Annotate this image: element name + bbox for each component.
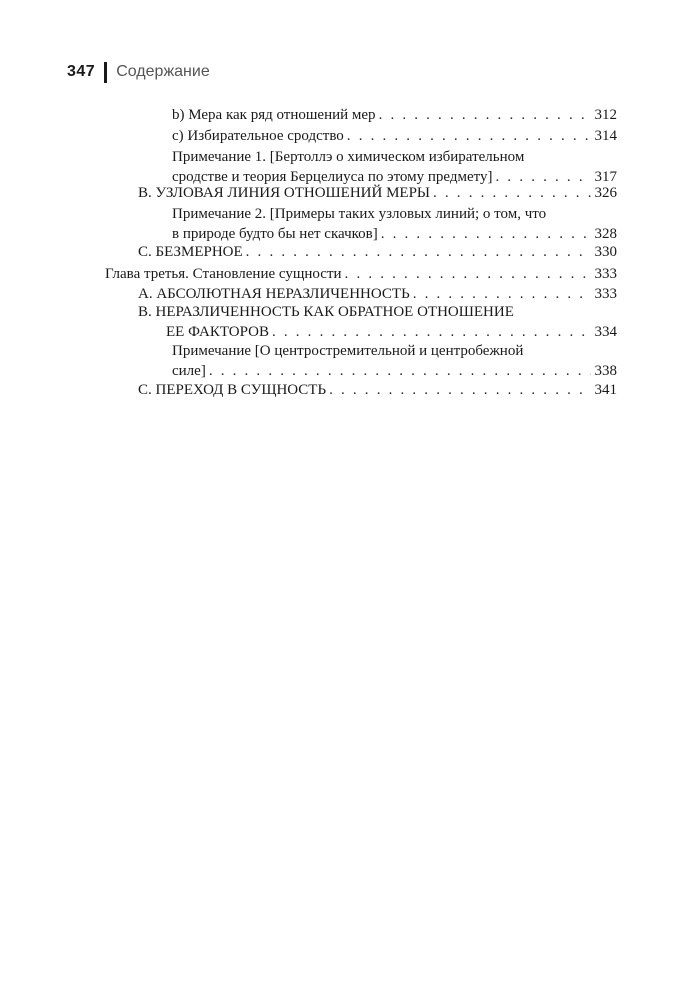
toc-page-number: 312 xyxy=(594,107,617,123)
toc-entry-title: Глава третья. Становление сущности xyxy=(105,266,342,282)
toc-entry-title-line-1: B. НЕРАЗЛИЧЕННОСТЬ КАК ОБРАТНОЕ ОТНОШЕНИЕ xyxy=(138,304,514,320)
toc-page-number: 338 xyxy=(594,363,617,379)
toc-entry xyxy=(172,147,617,187)
toc-entry xyxy=(105,264,617,284)
dot-leader xyxy=(433,183,591,203)
toc-entry-title: C. БЕЗМЕРНОЕ xyxy=(138,244,243,260)
toc-entry-title: c) Избирательное сродство xyxy=(172,128,344,144)
toc-entry-title: силе] xyxy=(172,363,206,379)
toc-entry xyxy=(172,341,617,381)
dot-leader xyxy=(381,224,591,244)
toc-page-number: 333 xyxy=(594,266,617,282)
dot-leader xyxy=(246,242,591,262)
toc-entry xyxy=(138,242,617,262)
toc-page-number: 328 xyxy=(594,226,617,242)
dot-leader xyxy=(345,264,591,284)
toc-entry-title: b) Мера как ряд отношений мер xyxy=(172,107,376,123)
dot-leader xyxy=(272,322,591,342)
toc-entry xyxy=(138,183,617,203)
running-head xyxy=(67,60,210,84)
toc-entry-title-line-1: Примечание 2. [Примеры таких узловых линий; о том, что xyxy=(172,206,547,222)
dot-leader xyxy=(379,105,591,125)
toc-page-number: 317 xyxy=(594,169,617,185)
toc-entry-title: сродстве и теория Берцелиуса по этому предмету] xyxy=(172,169,493,185)
toc-entry-title: A. АБСОЛЮТНАЯ НЕРАЗЛИЧЕННОСТЬ xyxy=(138,286,410,302)
page-number: 347 xyxy=(67,63,96,80)
toc-entry-title: B. УЗЛОВАЯ ЛИНИЯ ОТНОШЕНИЙ МЕРЫ xyxy=(138,185,430,201)
toc-entry xyxy=(172,204,617,244)
toc-entry xyxy=(172,105,617,125)
toc-entry-title-line-1: Примечание [О центростремительной и центробежной xyxy=(172,343,524,359)
dot-leader xyxy=(347,126,591,146)
toc-entry-title-line-1: Примечание 1. [Бертоллэ о химическом избирательном xyxy=(172,149,525,165)
toc-entry xyxy=(138,284,617,304)
toc-entry xyxy=(172,126,617,146)
toc-page-number: 326 xyxy=(594,185,617,201)
dot-leader xyxy=(413,284,591,304)
toc-page-number: 341 xyxy=(594,382,617,398)
toc-page-number: 314 xyxy=(594,128,617,144)
header-divider xyxy=(104,62,107,83)
toc-page-number: 333 xyxy=(594,286,617,302)
dot-leader xyxy=(209,361,591,381)
toc-entry-title: ЕЕ ФАКТОРОВ xyxy=(166,324,269,340)
dot-leader xyxy=(329,380,590,400)
toc-page-number: 334 xyxy=(594,324,617,340)
toc-entry-title: в природе будто бы нет скачков] xyxy=(172,226,378,242)
toc-entry-title: C. ПЕРЕХОД В СУЩНОСТЬ xyxy=(138,382,327,398)
section-title: Содержание xyxy=(116,63,210,80)
toc-entry xyxy=(138,380,617,400)
toc-page-number: 330 xyxy=(594,244,617,260)
toc-entry xyxy=(138,302,617,342)
